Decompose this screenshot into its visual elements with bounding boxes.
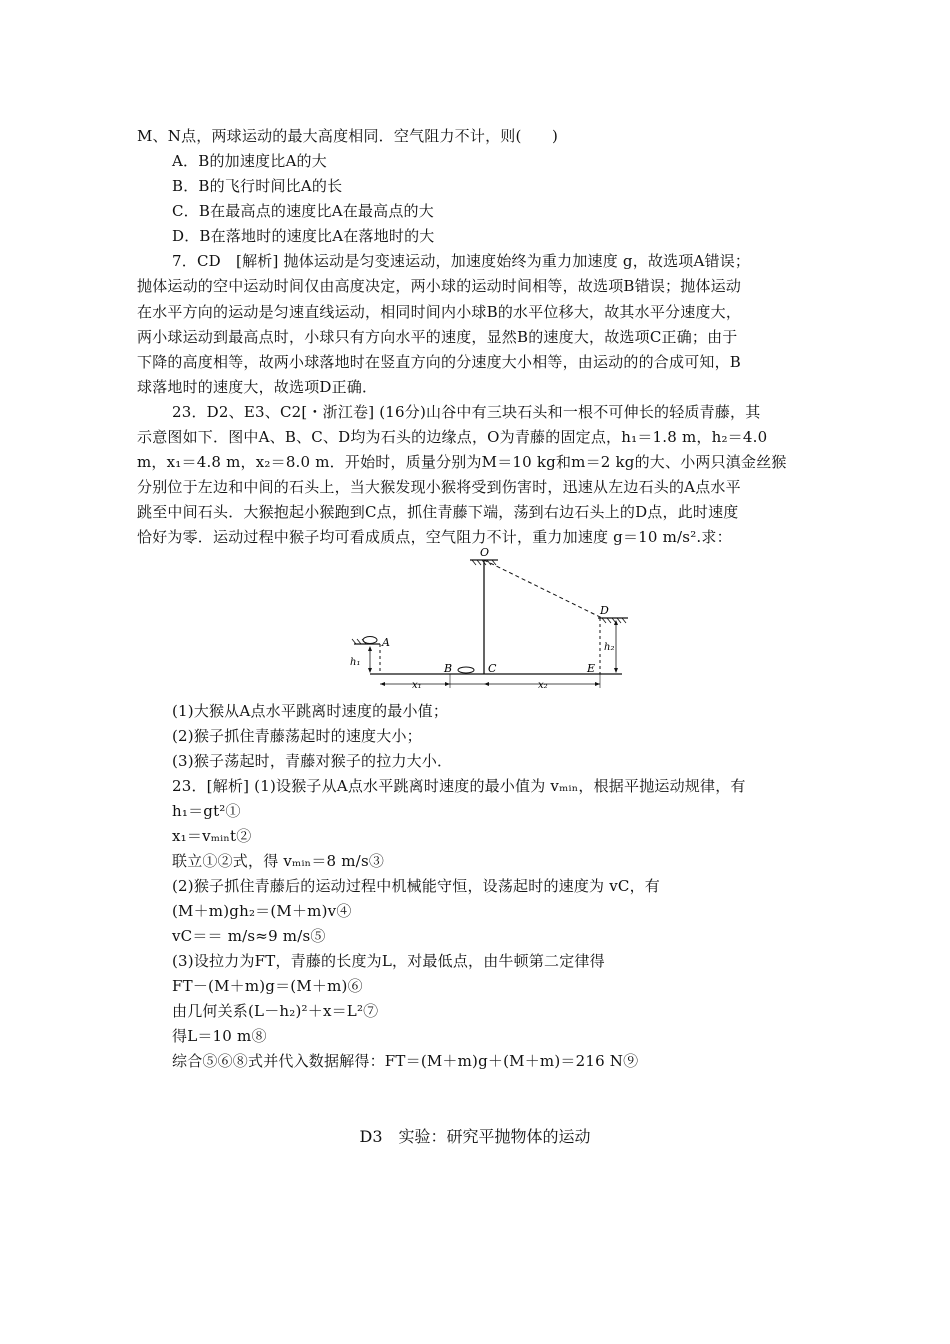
solution-line: 由几何关系(L－h₂)²＋x＝L²⑦ xyxy=(172,1002,379,1020)
answer-7-line: 两小球运动到最高点时，小球只有方向水平的速度，显然B的速度大，故选项C正确；由于 xyxy=(137,328,738,346)
subquestion-3: (3)猴子荡起时，青藤对猴子的拉力大小． xyxy=(172,752,453,770)
subquestion-2: (2)猴子抓住青藤荡起时的速度大小； xyxy=(172,727,422,745)
label-x1: x₁ xyxy=(412,680,422,691)
label-h2: h₂ xyxy=(604,642,615,653)
solution-line: 得L＝10 m⑧ xyxy=(172,1027,267,1045)
question-23-line: m，x₁＝4.8 m，x₂＝8.0 m．开始时，质量分别为M＝10 kg和m＝2 kg的大、小两只滇金丝猴 xyxy=(137,453,787,471)
label-h1: h₁ xyxy=(350,657,361,668)
label-e: E xyxy=(587,662,596,675)
solution-line: FT－(M＋m)g＝(M＋m)⑥ xyxy=(172,977,363,995)
solution-line: x₁＝vₘᵢₙt② xyxy=(172,827,252,845)
answer-7-line: 在水平方向的运动是匀速直线运动，相同时间内小球B的水平位移大，故其水平分速度大， xyxy=(137,303,742,321)
label-a: A xyxy=(382,636,390,649)
solution-line: 综合⑤⑥⑧式并代入数据解得：FT＝(M＋m)g＋(M＋m)＝216 N⑨ xyxy=(172,1052,639,1070)
label-x2: x₂ xyxy=(538,680,548,691)
question-23-line: 跳至中间石头．大猴抱起小猴跑到C点，抓住青藤下端，荡到右边石头上的D点，此时速度 xyxy=(137,503,739,521)
solution-line: (3)设拉力为FT，青藤的长度为L，对最低点，由牛顿第二定律得 xyxy=(172,952,605,970)
question-23-line: 分别位于左边和中间的石头上，当大猴发现小猴将受到伤害时，迅速从左边石头的A点水平 xyxy=(137,478,741,496)
solution-line: h₁＝gt²① xyxy=(172,802,241,820)
solution-line: 23．[解析] (1)设猴子从A点水平跳离时速度的最小值为 vₘᵢₙ，根据平抛运动规律，有 xyxy=(172,777,746,795)
answer-7-line: 下降的高度相等，故两小球落地时在竖直方向的分速度大小相等，由运动的的合成可知，B xyxy=(137,353,742,371)
section-title: D3 实验：研究平抛物体的运动 xyxy=(359,1127,591,1146)
solution-line: 联立①②式，得 vₘᵢₙ＝8 m/s③ xyxy=(172,852,385,870)
option-b: B．B的飞行时间比A的长 xyxy=(172,177,343,195)
solution-line: (M＋m)gh₂＝(M＋m)v④ xyxy=(172,902,352,920)
solution-line: vC＝＝ m/s≈9 m/s⑤ xyxy=(172,927,326,945)
label-d: D xyxy=(600,604,609,617)
question-23-line: 示意图如下．图中A、B、C、D均为石头的边缘点，O为青藤的固定点，h₁＝1.8 m，h₂＝4.0 xyxy=(137,428,768,446)
text-line: M、N点，两球运动的最大高度相同．空气阻力不计，则( ) xyxy=(137,127,558,145)
solution-line: (2)猴子抓住青藤后的运动过程中机械能守恒，设荡起时的速度为 vC，有 xyxy=(172,877,660,895)
answer-7-line: 抛体运动的空中运动时间仅由高度决定，两小球的运动时间相等，故选项B错误；抛体运动 xyxy=(137,277,742,295)
option-d: D．B在落地时的速度比A在落地时的大 xyxy=(172,227,435,245)
option-a: A．B的加速度比A的大 xyxy=(172,152,327,170)
label-c: C xyxy=(488,662,497,675)
option-c: C．B在最高点的速度比A在最高点的大 xyxy=(172,202,434,220)
question-23-line: 恰好为零．运动过程中猴子均可看成质点，空气阻力不计，重力加速度 g＝10 m/s².求： xyxy=(137,528,732,546)
question-23-line: 23．D2、E3、C2[・浙江卷] (16分)山谷中有三块石头和一根不可伸长的轻质青藤，其 xyxy=(172,403,761,421)
answer-7-line: 球落地时的速度大，故选项D正确． xyxy=(137,378,378,396)
answer-7-line: 7．CD [解析] 抛体运动是匀变速运动，加速度始终为重力加速度 g，故选项A错误； xyxy=(172,252,751,270)
label-o: O xyxy=(480,546,490,559)
subquestion-1: (1)大猴从A点水平跳离时速度的最小值； xyxy=(172,702,449,720)
monkey-vine-diagram xyxy=(340,542,640,700)
label-b: B xyxy=(444,662,453,675)
